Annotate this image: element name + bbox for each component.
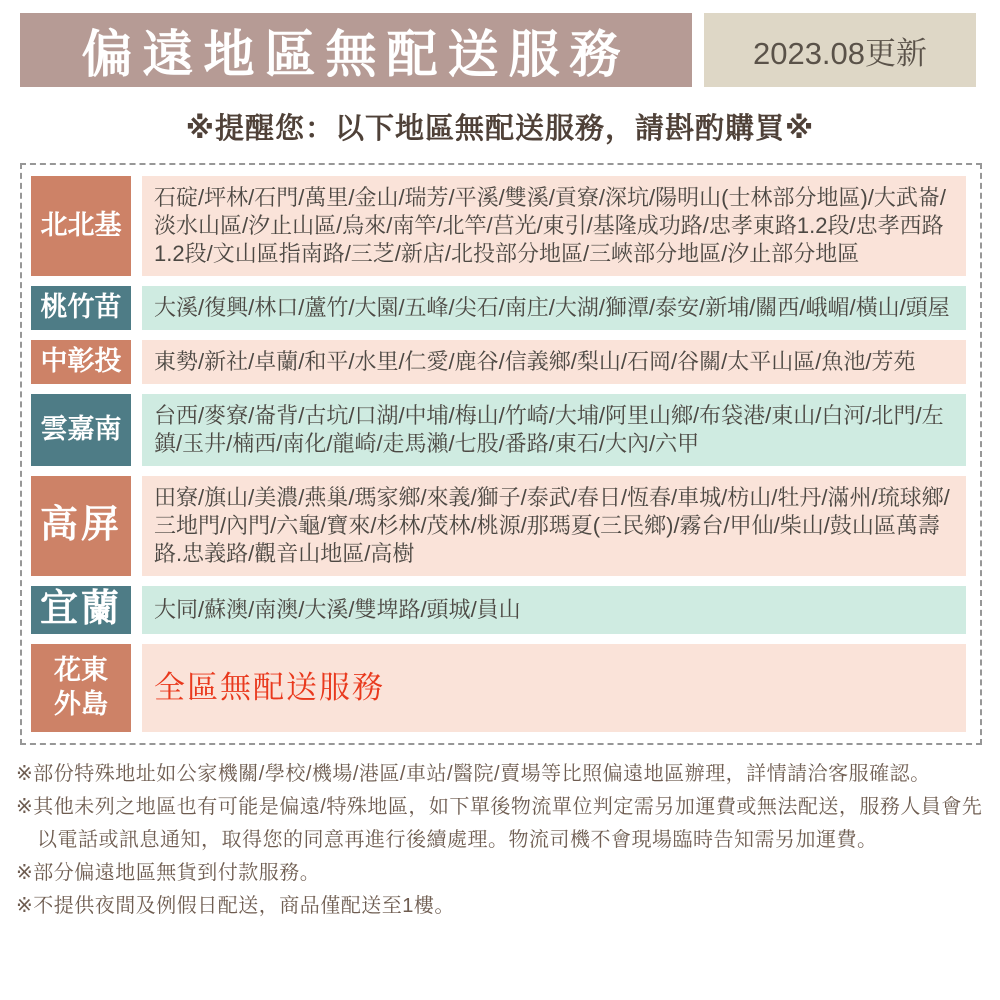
region-content-no-delivery [142,644,966,732]
remote-area-notice [0,13,1000,1000]
region-table [20,163,982,745]
region-row-taoyuan-hsinchu-miaoli [31,286,966,330]
region-area-list: 台西/麥寮/崙背/古坑/口湖/中埔/梅山/竹崎/大埔/阿里山鄉/布袋港/東山/白河/北門/左鎮/玉井/楠西/南化/龍崎/走馬瀨/七股/番路/東石/大內/六甲 [154,403,944,456]
region-area-list: 大溪/復興/林口/蘆竹/大園/五峰/尖石/南庄/大湖/獅潭/泰安/新埔/關西/峨嵋/橫山/頭屋 [154,295,950,320]
region-label: 宜蘭 [31,586,131,634]
region-row-taipei-keelung [31,176,966,276]
region-row-kaohsiung-pingtung [31,476,966,576]
region-label: 高屏 [31,476,131,576]
footnote-unlisted-areas: ※其他未列之地區也有可能是偏遠/特殊地區，如下單後物流單位判定需另加運費或無法配送，服務人員會先以電話或訊息通知，取得您的同意再進行後續處理。物流司機不會現場臨時告知需另加運費。 [16,795,983,851]
region-label [31,644,131,732]
no-delivery-text: 全區無配送服務 [154,669,385,705]
region-content [142,176,966,276]
page-title: 偏遠地區無配送服務 [20,13,692,87]
reminder-subtitle: ※提醒您：以下地區無配送服務，請斟酌購買※ [185,113,815,145]
footnote-no-cod: ※部分偏遠地區無貨到付款服務。 [16,861,321,884]
region-content [142,340,966,384]
region-label: 中彰投 [31,340,131,384]
region-content [142,286,966,330]
region-label-line: 外島 [54,688,108,719]
region-row-yilan [31,586,966,634]
region-label: 北北基 [31,176,131,276]
region-area-list: 田寮/旗山/美濃/燕巢/瑪家鄉/來義/獅子/泰武/春日/恆春/車城/枋山/牡丹/滿州/琉球鄉/三地門/內門/六龜/寶來/杉林/茂林/桃源/那瑪夏(三民鄉)/霧台/甲仙/柴山/鼓山區萬壽路.忠義路/觀音山地區/高樹 [154,485,950,566]
update-date-badge: 2023.08更新 [704,13,976,87]
region-label: 桃竹苗 [31,286,131,330]
footnote-delivery-hours: ※不提供夜間及例假日配送，商品僅配送至1樓。 [16,894,455,917]
region-label: 雲嘉南 [31,394,131,466]
header [20,13,976,87]
region-content [142,394,966,466]
region-row-central-taiwan [31,340,966,384]
region-area-list: 石碇/坪林/石門/萬里/金山/瑞芳/平溪/雙溪/貢寮/深坑/陽明山(士林部分地區)/大武崙/淡水山區/汐止山區/烏來/南竿/北竿/莒光/東引/基隆成功路/忠孝東路1.2段/忠孝西路1.2段/文山區指南路/三芝/新店/北投部分地區/三峽部分地區/汐止部分地區 [154,185,947,266]
region-row-yunlin-chiayi-tainan [31,394,966,466]
region-area-list: 東勢/新社/卓蘭/和平/水里/仁愛/鹿谷/信義鄉/梨山/石岡/谷關/太平山區/魚池/芳苑 [154,349,916,374]
region-label-line: 花東 [54,654,108,685]
region-row-hualien-taitung-islands [31,644,966,732]
region-content [142,476,966,576]
region-area-list: 大同/蘇澳/南澳/大溪/雙埤路/頭城/員山 [154,596,521,622]
region-content [142,586,966,634]
footnote-special-addresses: ※部份特殊地址如公家機關/學校/機場/港區/車站/醫院/賣場等比照偏遠地區辦理，詳情請洽客服確認。 [16,762,931,785]
footnotes [16,758,986,923]
